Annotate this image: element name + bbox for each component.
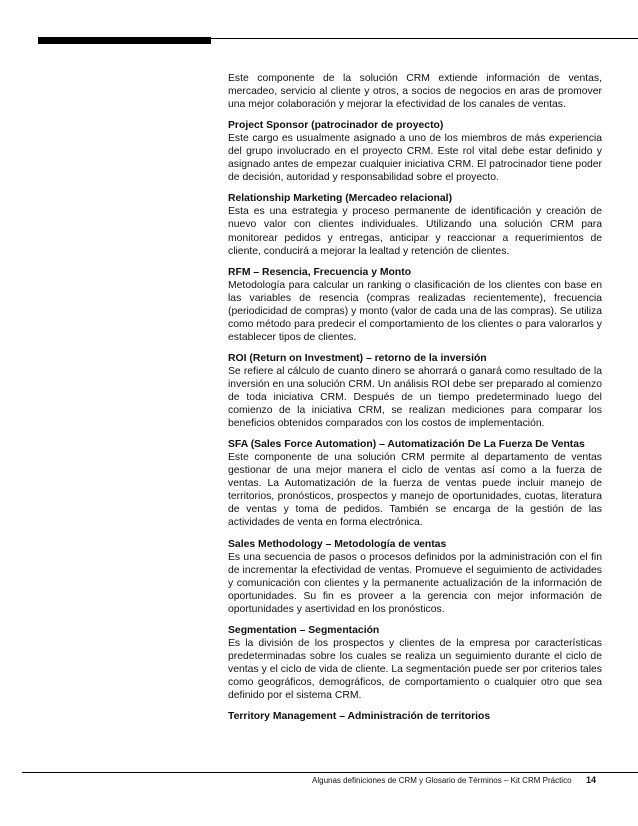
entry-title: Project Sponsor (patrocinador de proyecto) <box>228 120 444 132</box>
header-bar <box>38 37 211 44</box>
glossary-entry <box>228 438 602 529</box>
footer-rule <box>22 772 638 773</box>
entry-body: Se refiere al cálculo de cuanto dinero se ahorrará o ganará como resultado de la inversión en una solución CRM. Un análisis ROI debe ser preparado al comienzo de toda iniciativa CRM. Después de un tiempo predeterminado luego del comienzo de la iniciativa CRM, se realizan mediciones para comparar los beneficios obtenidos comparados con los costos de implementación. <box>228 365 602 430</box>
glossary-entry <box>228 192 602 257</box>
page-number: 14 <box>586 775 597 785</box>
footer-text: Algunas definiciones de CRM y Glosario de Términos – Kit CRM Práctico <box>312 776 572 785</box>
entry-title: Territory Management – Administración de territorios <box>228 711 491 723</box>
entry-body: Este componente de una solución CRM permite al departamento de ventas gestionar de una mejor manera el ciclo de ventas así como a la fuerza de ventas. La Automatización de la fuerza de ventas puede incluir manejo de territorios, pronósticos, prospectos y manejo de oportunidades, cuotas, literatura de ventas y toma de pedidos. También se encarga de la gestión de las actividades de venta en forma electrónica. <box>228 452 602 529</box>
entry-title: RFM – Resencia, Frecuencia y Monto <box>228 266 412 278</box>
entry-body: Metodología para calcular un ranking o clasificación de los clientes con base en las variables de resencia (compras realizadas recientemente), frecuencia (periodicidad de compras) y monto (valor de cada una de las compras). Se utiliza como método para predecir el comportamiento de los clientes o para valorarlos y establecer tipos de clientes. <box>228 279 602 343</box>
entry-title: Segmentation – Segmentación <box>228 624 380 636</box>
intro-paragraph: Este componente de la solución CRM extiende información de ventas, mercadeo, servicio al cliente y otros, a socios de negocios en aras de promover una mejor colaboración y mejorar la efectividad de los canales de ventas. <box>228 73 602 111</box>
glossary-entry <box>228 710 602 723</box>
entry-title: Sales Methodology – Metodología de ventas <box>228 538 447 550</box>
entry-title: SFA (Sales Force Automation) – Automatización De La Fuerza De Ventas <box>228 439 585 451</box>
entry-body: Es una secuencia de pasos o procesos definidos por la administración con el fin de incrementar la efectividad de ventas. Promueve el seguimiento de actividades y comunicación con clientes y la permanente actualización de la información de oportunidades. Su fin es proveer a la gerencia con mejor información de oportunidades y asertividad en los pronósticos. <box>228 551 602 615</box>
entry-body: Es la división de los prospectos y clientes de la empresa por características predeterminadas sobre los cuales se realiza un seguimiento durante el ciclo de ventas y el ciclo de vida de cliente. La segmentación puede ser por criterios tales como geográficos, demográficos, de comportamiento o cualquier otro que sea definido por el sistema CRM. <box>228 637 602 702</box>
glossary-entry <box>228 538 602 616</box>
entry-title: Relationship Marketing (Mercadeo relacional) <box>228 193 453 205</box>
entry-body: Esta es una estrategia y proceso permanente de identificación y creación de nuevo valor con clientes individuales. Utilizando una solución CRM para monitorear pedidos y entregas, anticipar y reaccionar a requerimientos de cliente, conducirá a mejorar la lealtad y retención de clientes. <box>228 206 602 257</box>
glossary-entry <box>228 119 602 184</box>
entry-body: Este cargo es usualmente asignado a uno de los miembros de más experiencia del grupo involucrado en el proyecto CRM. Este rol vital debe estar definido y asignado antes de empezar cualquier iniciativa CRM. El patrocinador tiene poder de decisión, autoridad y responsabilidad sobre el proyecto. <box>228 133 602 184</box>
page-content <box>228 72 602 723</box>
glossary-entry <box>228 352 602 430</box>
entry-title: ROI (Return on Investment) – retorno de la inversión <box>228 352 487 364</box>
glossary-entry <box>228 624 602 702</box>
glossary-entry <box>228 266 602 344</box>
